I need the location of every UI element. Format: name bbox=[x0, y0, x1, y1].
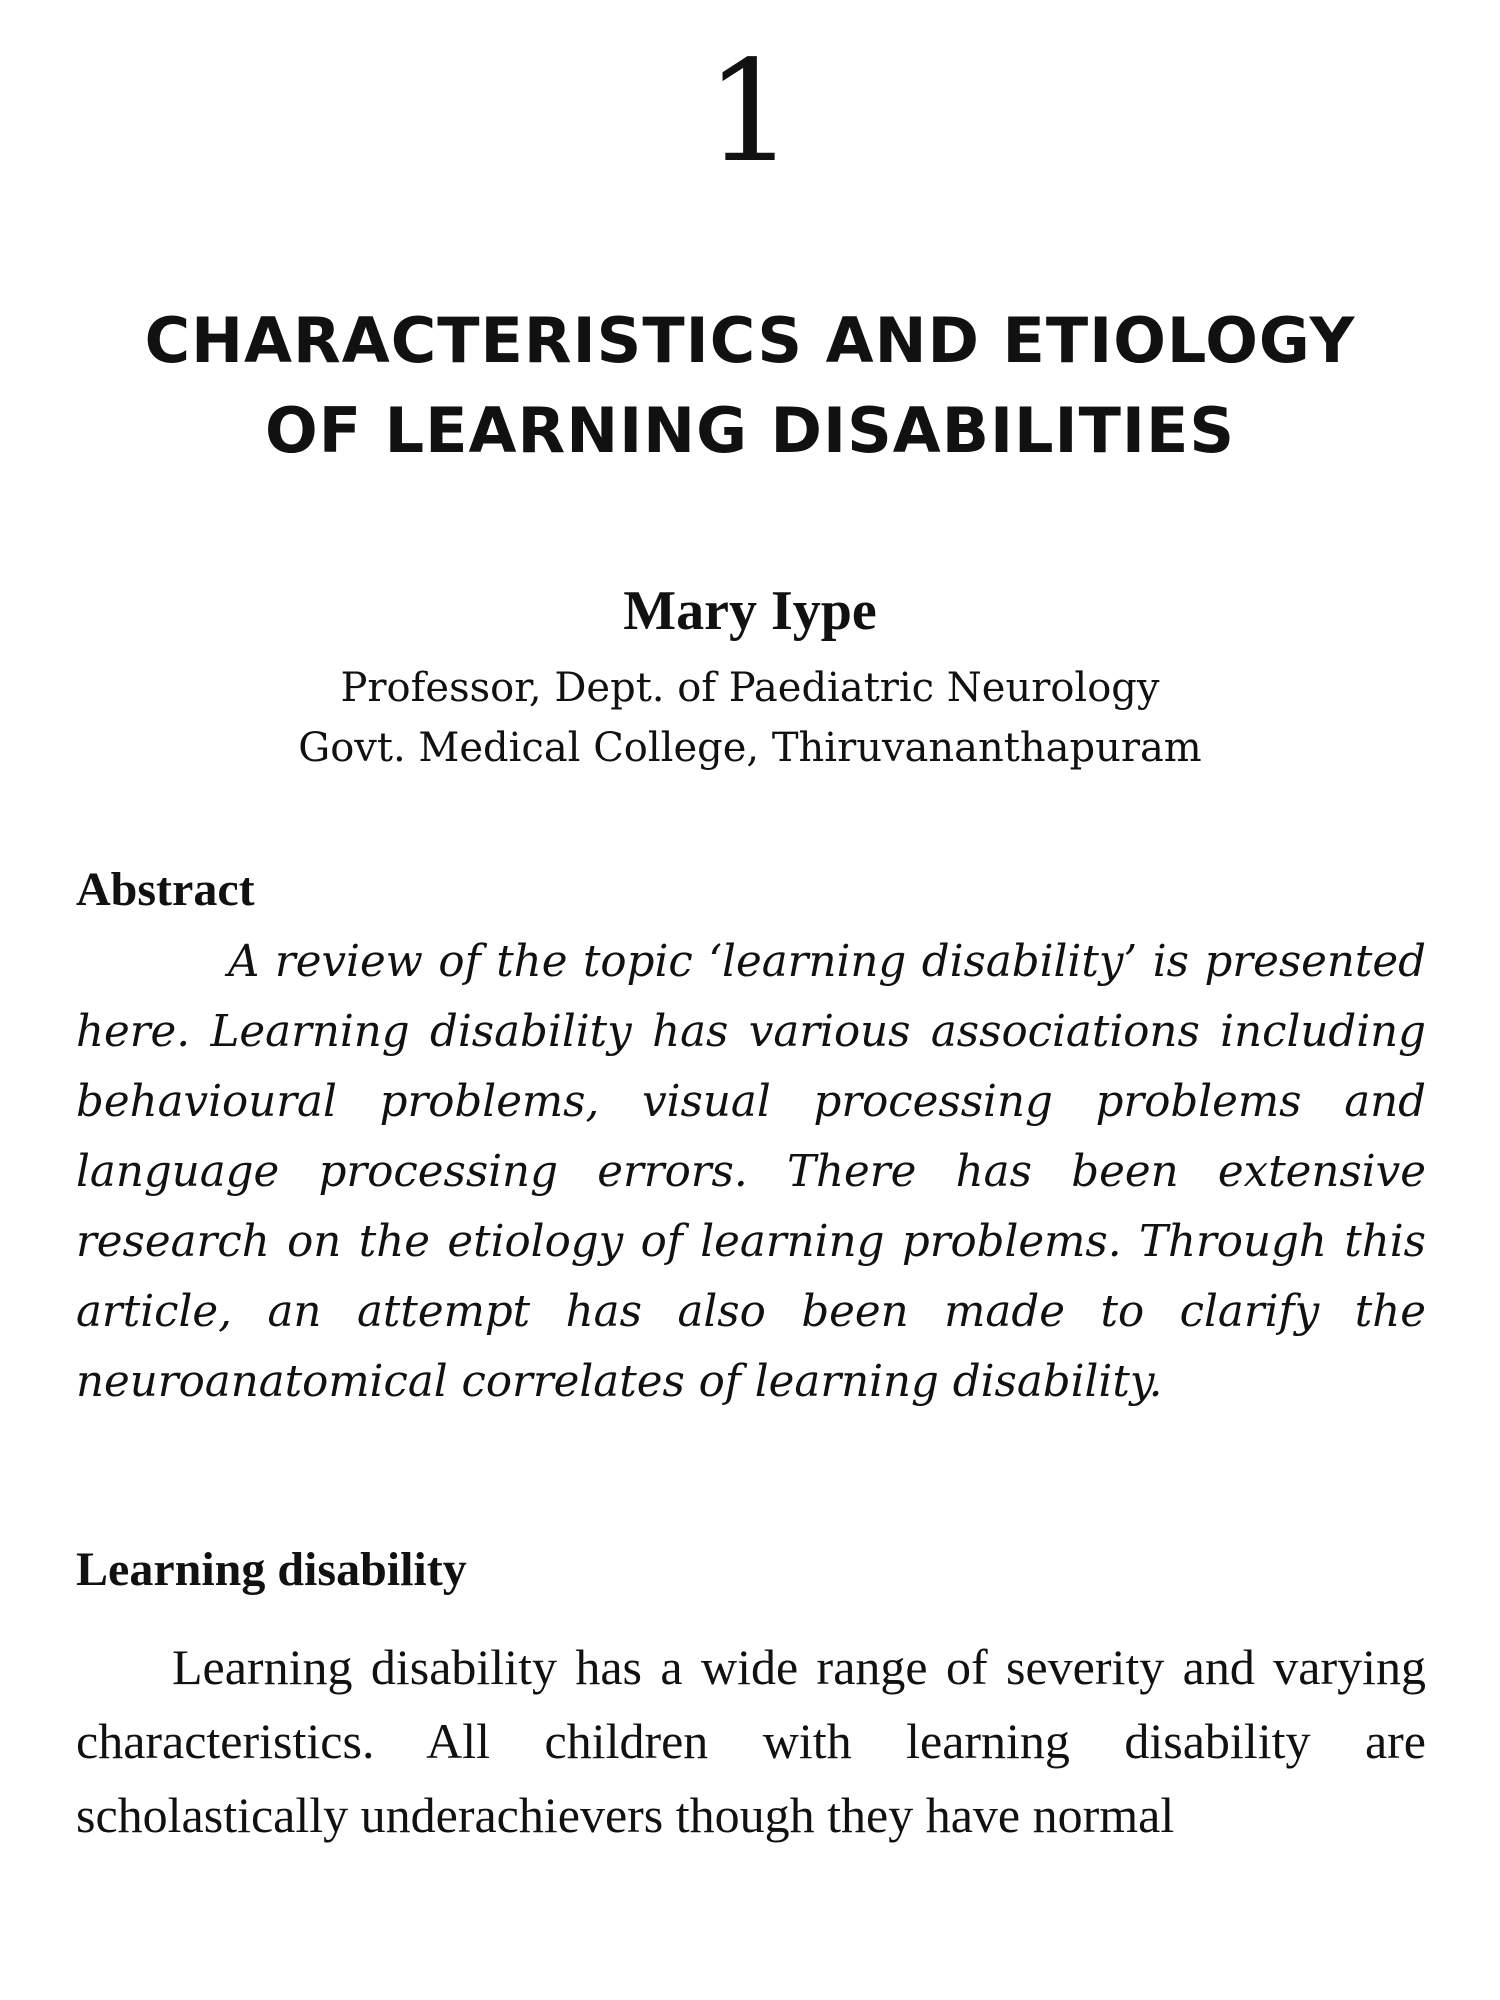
abstract-text: A review of the topic ‘learning disability’ is presented here. Learning disability has various associations including behavioural problems, visual processing problems and language processing errors. There has been extensive research on the etiology of learning problems. Through this article, an attempt has also been made to clarify the neuroanatomical correlates of learning disability. bbox=[76, 937, 1426, 1407]
author-affiliation-line-2: Govt. Medical College, Thiruvananthapuram bbox=[298, 725, 1202, 771]
abstract-heading: Abstract bbox=[76, 863, 255, 916]
chapter-title bbox=[60, 296, 1440, 476]
author-affiliation-line-1: Professor, Dept. of Paediatric Neurology bbox=[340, 665, 1160, 711]
author-name: Mary Iype bbox=[623, 580, 877, 642]
chapter-title-line-1: CHARACTERISTICS AND ETIOLOGY bbox=[144, 304, 1356, 377]
chapter-number: 1 bbox=[705, 31, 795, 194]
section-heading: Learning disability bbox=[76, 1543, 467, 1596]
body-paragraph: Learning disability has a wide range of severity and varying characteristics. All children with learning disability are scholastically underachievers though they have normal bbox=[76, 1639, 1426, 1843]
chapter-title-line-2: OF LEARNING DISABILITIES bbox=[265, 394, 1235, 467]
